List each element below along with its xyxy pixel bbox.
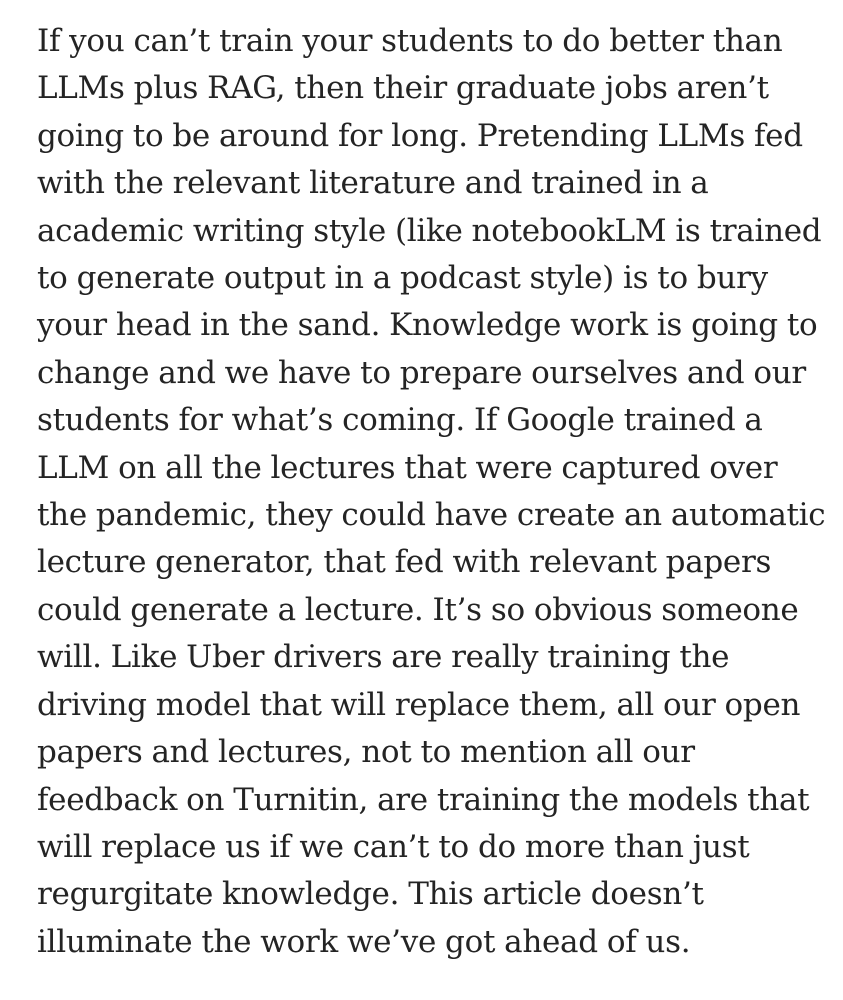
comment-line-1: If you can’t train your students to do better than (37, 23, 783, 59)
comment-line-15: driving model that will replace them, all our open (37, 686, 801, 723)
comment-line-7: your head in the sand. Knowledge work is going to (37, 307, 818, 344)
comment-line-5: academic writing style (like notebookLM is trained (37, 212, 822, 249)
comment-line-14: will. Like Uber drivers are really training the (37, 639, 730, 676)
comment-line-19: regurgitate knowledge. This article doesn’t (37, 876, 704, 913)
comment-line-13: could generate a lecture. It’s so obvious someone (37, 591, 799, 628)
comment-line-16: papers and lectures, not to mention all our (37, 734, 695, 771)
comment-line-4: with the relevant literature and trained in a (37, 165, 709, 202)
comment-line-17: feedback on Turnitin, are training the models that (37, 781, 810, 818)
comment-line-9: students for what’s coming. If Google trained a (37, 402, 763, 439)
comment-text (37, 18, 827, 966)
comment-line-10: LLM on all the lectures that were captured over (37, 449, 778, 486)
comment-line-8: change and we have to prepare ourselves and our (37, 354, 806, 391)
comment-line-3: going to be around for long. Pretending LLMs fed (37, 117, 803, 154)
comment-line-12: lecture generator, that fed with relevant papers (37, 544, 772, 581)
comment-line-18: will replace us if we can’t to do more than just (37, 828, 750, 865)
comment-line-6: to generate output in a podcast style) is to bury (37, 260, 768, 297)
comment-line-2: LLMs plus RAG, then their graduate jobs aren’t (37, 70, 769, 107)
comment-line-11: the pandemic, they could have create an automatic (37, 497, 826, 534)
comment-line-20: illuminate the work we’ve got ahead of us. (37, 923, 691, 960)
